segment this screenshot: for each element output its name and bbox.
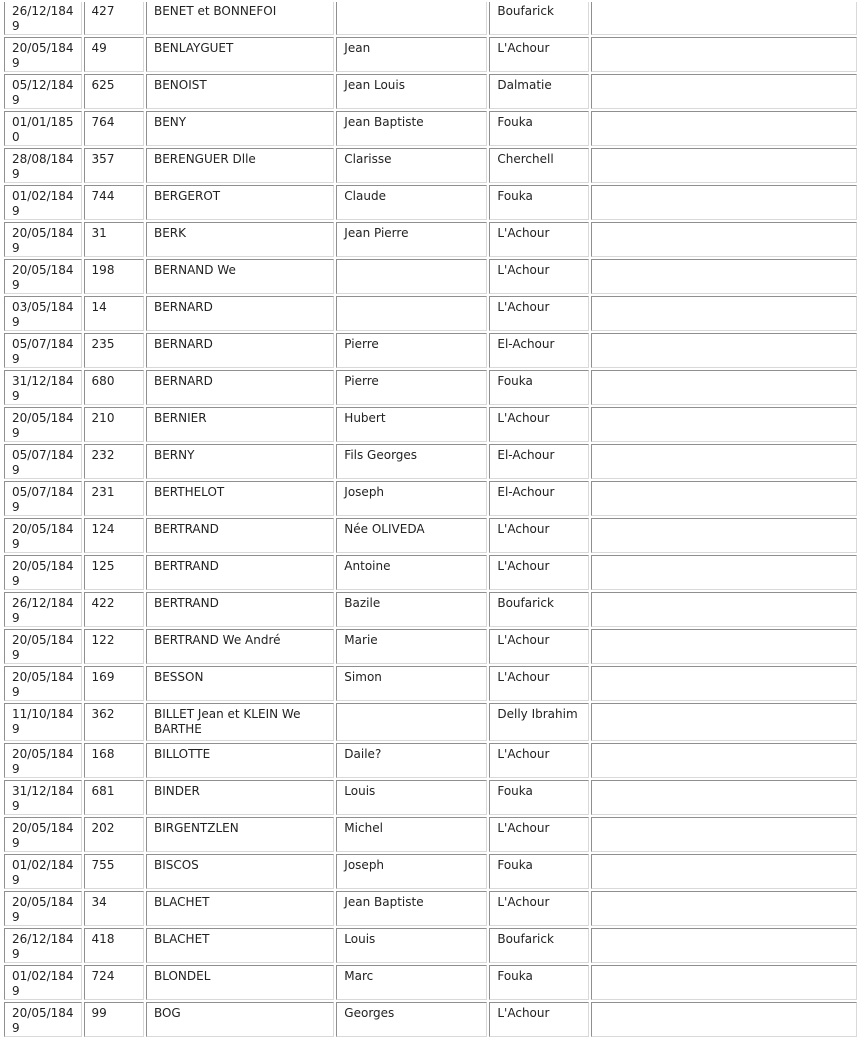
surname-cell: BINDER	[146, 780, 334, 815]
firstname-cell: Joseph	[336, 854, 487, 889]
firstname-cell: Daile?	[336, 743, 487, 778]
date-cell: 20/05/1849	[4, 518, 82, 553]
table-row	[4, 666, 857, 701]
surname-cell: BERNARD	[146, 296, 334, 331]
firstname-cell: Pierre	[336, 333, 487, 368]
surname-cell: BILLET Jean et KLEIN We BARTHE	[146, 703, 334, 741]
date-cell: 03/05/1849	[4, 296, 82, 331]
surname-cell: BILLOTTE	[146, 743, 334, 778]
notes-cell	[591, 259, 857, 294]
notes-cell	[591, 370, 857, 405]
number-cell: 755	[84, 854, 144, 889]
notes-cell	[591, 481, 857, 516]
place-cell: Fouka	[489, 370, 589, 405]
place-cell: Boufarick	[489, 592, 589, 627]
firstname-cell: Jean	[336, 37, 487, 72]
place-cell: Fouka	[489, 854, 589, 889]
firstname-cell: Pierre	[336, 370, 487, 405]
place-cell: El-Achour	[489, 333, 589, 368]
number-cell: 125	[84, 555, 144, 590]
surname-cell: BERTRAND	[146, 518, 334, 553]
firstname-cell: Jean Louis	[336, 74, 487, 109]
table-row	[4, 222, 857, 257]
date-cell: 01/02/1849	[4, 965, 82, 1000]
number-cell: 49	[84, 37, 144, 72]
date-cell: 05/07/1849	[4, 444, 82, 479]
notes-cell	[591, 928, 857, 963]
number-cell: 764	[84, 111, 144, 146]
surname-cell: BOG	[146, 1002, 334, 1037]
place-cell: Fouka	[489, 185, 589, 220]
surname-cell: BENET et BONNEFOI	[146, 2, 334, 35]
place-cell: Fouka	[489, 965, 589, 1000]
table-row	[4, 37, 857, 72]
notes-cell	[591, 2, 857, 35]
date-cell: 20/05/1849	[4, 555, 82, 590]
records-table	[2, 0, 859, 1039]
date-cell: 05/07/1849	[4, 333, 82, 368]
place-cell: El-Achour	[489, 444, 589, 479]
surname-cell: BERTRAND	[146, 592, 334, 627]
date-cell: 20/05/1849	[4, 407, 82, 442]
notes-cell	[591, 518, 857, 553]
date-cell: 01/02/1849	[4, 854, 82, 889]
number-cell: 14	[84, 296, 144, 331]
date-cell: 05/07/1849	[4, 481, 82, 516]
date-cell: 20/05/1849	[4, 629, 82, 664]
number-cell: 680	[84, 370, 144, 405]
table-row	[4, 259, 857, 294]
table-row	[4, 592, 857, 627]
firstname-cell	[336, 2, 487, 35]
surname-cell: BENLAYGUET	[146, 37, 334, 72]
firstname-cell: Jean Baptiste	[336, 111, 487, 146]
place-cell: L'Achour	[489, 222, 589, 257]
place-cell: L'Achour	[489, 629, 589, 664]
date-cell: 31/12/1849	[4, 370, 82, 405]
place-cell: L'Achour	[489, 666, 589, 701]
date-cell: 28/08/1849	[4, 148, 82, 183]
number-cell: 357	[84, 148, 144, 183]
firstname-cell: Antoine	[336, 555, 487, 590]
notes-cell	[591, 444, 857, 479]
firstname-cell: Clarisse	[336, 148, 487, 183]
place-cell: Fouka	[489, 111, 589, 146]
number-cell: 99	[84, 1002, 144, 1037]
place-cell: Fouka	[489, 780, 589, 815]
date-cell: 11/10/1849	[4, 703, 82, 741]
date-cell: 20/05/1849	[4, 817, 82, 852]
table-row	[4, 518, 857, 553]
surname-cell: BERENGUER Dlle	[146, 148, 334, 183]
table-row	[4, 1002, 857, 1037]
firstname-cell: Fils Georges	[336, 444, 487, 479]
place-cell: L'Achour	[489, 891, 589, 926]
number-cell: 681	[84, 780, 144, 815]
notes-cell	[591, 592, 857, 627]
date-cell: 20/05/1849	[4, 891, 82, 926]
number-cell: 124	[84, 518, 144, 553]
table-row	[4, 444, 857, 479]
firstname-cell: Louis	[336, 928, 487, 963]
date-cell: 20/05/1849	[4, 743, 82, 778]
notes-cell	[591, 111, 857, 146]
notes-cell	[591, 629, 857, 664]
table-row	[4, 817, 857, 852]
firstname-cell: Bazile	[336, 592, 487, 627]
firstname-cell: Marie	[336, 629, 487, 664]
surname-cell: BERNARD	[146, 370, 334, 405]
place-cell: L'Achour	[489, 817, 589, 852]
place-cell: Boufarick	[489, 928, 589, 963]
notes-cell	[591, 666, 857, 701]
place-cell: Dalmatie	[489, 74, 589, 109]
place-cell: L'Achour	[489, 1002, 589, 1037]
notes-cell	[591, 965, 857, 1000]
place-cell: L'Achour	[489, 296, 589, 331]
date-cell: 20/05/1849	[4, 666, 82, 701]
place-cell: L'Achour	[489, 555, 589, 590]
notes-cell	[591, 185, 857, 220]
number-cell: 744	[84, 185, 144, 220]
number-cell: 198	[84, 259, 144, 294]
number-cell: 232	[84, 444, 144, 479]
table-row	[4, 2, 857, 35]
number-cell: 724	[84, 965, 144, 1000]
records-table-body	[4, 2, 857, 1037]
surname-cell: BERGEROT	[146, 185, 334, 220]
notes-cell	[591, 296, 857, 331]
table-row	[4, 370, 857, 405]
date-cell: 20/05/1849	[4, 222, 82, 257]
table-row	[4, 965, 857, 1000]
notes-cell	[591, 891, 857, 926]
place-cell: L'Achour	[489, 743, 589, 778]
table-row	[4, 185, 857, 220]
date-cell: 20/05/1849	[4, 1002, 82, 1037]
date-cell: 26/12/1849	[4, 592, 82, 627]
notes-cell	[591, 37, 857, 72]
surname-cell: BESSON	[146, 666, 334, 701]
firstname-cell	[336, 296, 487, 331]
place-cell: Cherchell	[489, 148, 589, 183]
number-cell: 31	[84, 222, 144, 257]
number-cell: 235	[84, 333, 144, 368]
number-cell: 34	[84, 891, 144, 926]
date-cell: 26/12/1849	[4, 2, 82, 35]
notes-cell	[591, 333, 857, 368]
table-row	[4, 780, 857, 815]
table-row	[4, 743, 857, 778]
surname-cell: BISCOS	[146, 854, 334, 889]
number-cell: 168	[84, 743, 144, 778]
table-row	[4, 555, 857, 590]
notes-cell	[591, 74, 857, 109]
table-row	[4, 74, 857, 109]
firstname-cell: Née OLIVEDA	[336, 518, 487, 553]
number-cell: 625	[84, 74, 144, 109]
surname-cell: BERTRAND We André	[146, 629, 334, 664]
number-cell: 362	[84, 703, 144, 741]
firstname-cell: Michel	[336, 817, 487, 852]
surname-cell: BLACHET	[146, 928, 334, 963]
table-row	[4, 407, 857, 442]
number-cell: 122	[84, 629, 144, 664]
number-cell: 422	[84, 592, 144, 627]
number-cell: 210	[84, 407, 144, 442]
surname-cell: BERTRAND	[146, 555, 334, 590]
notes-cell	[591, 854, 857, 889]
place-cell: L'Achour	[489, 37, 589, 72]
records-table-container	[2, 0, 859, 1039]
notes-cell	[591, 555, 857, 590]
table-row	[4, 629, 857, 664]
date-cell: 31/12/1849	[4, 780, 82, 815]
firstname-cell: Louis	[336, 780, 487, 815]
place-cell: L'Achour	[489, 407, 589, 442]
surname-cell: BERNAND We	[146, 259, 334, 294]
surname-cell: BENOIST	[146, 74, 334, 109]
notes-cell	[591, 1002, 857, 1037]
surname-cell: BERNARD	[146, 333, 334, 368]
place-cell: El-Achour	[489, 481, 589, 516]
date-cell: 20/05/1849	[4, 259, 82, 294]
notes-cell	[591, 407, 857, 442]
firstname-cell: Hubert	[336, 407, 487, 442]
date-cell: 20/05/1849	[4, 37, 82, 72]
table-row	[4, 854, 857, 889]
firstname-cell: Jean Baptiste	[336, 891, 487, 926]
table-row	[4, 296, 857, 331]
table-row	[4, 148, 857, 183]
date-cell: 01/01/1850	[4, 111, 82, 146]
firstname-cell: Claude	[336, 185, 487, 220]
date-cell: 01/02/1849	[4, 185, 82, 220]
firstname-cell: Georges	[336, 1002, 487, 1037]
place-cell: Delly Ibrahim	[489, 703, 589, 741]
surname-cell: BIRGENTZLEN	[146, 817, 334, 852]
date-cell: 26/12/1849	[4, 928, 82, 963]
surname-cell: BERK	[146, 222, 334, 257]
notes-cell	[591, 817, 857, 852]
firstname-cell	[336, 259, 487, 294]
firstname-cell	[336, 703, 487, 741]
firstname-cell: Jean Pierre	[336, 222, 487, 257]
table-row	[4, 891, 857, 926]
table-row	[4, 333, 857, 368]
notes-cell	[591, 780, 857, 815]
surname-cell: BERTHELOT	[146, 481, 334, 516]
firstname-cell: Simon	[336, 666, 487, 701]
surname-cell: BLACHET	[146, 891, 334, 926]
notes-cell	[591, 703, 857, 741]
notes-cell	[591, 743, 857, 778]
place-cell: Boufarick	[489, 2, 589, 35]
table-row	[4, 481, 857, 516]
table-row	[4, 703, 857, 741]
number-cell: 231	[84, 481, 144, 516]
number-cell: 202	[84, 817, 144, 852]
firstname-cell: Joseph	[336, 481, 487, 516]
place-cell: L'Achour	[489, 259, 589, 294]
notes-cell	[591, 222, 857, 257]
surname-cell: BENY	[146, 111, 334, 146]
table-row	[4, 928, 857, 963]
place-cell: L'Achour	[489, 518, 589, 553]
surname-cell: BERNIER	[146, 407, 334, 442]
date-cell: 05/12/1849	[4, 74, 82, 109]
surname-cell: BLONDEL	[146, 965, 334, 1000]
number-cell: 169	[84, 666, 144, 701]
surname-cell: BERNY	[146, 444, 334, 479]
table-row	[4, 111, 857, 146]
firstname-cell: Marc	[336, 965, 487, 1000]
notes-cell	[591, 148, 857, 183]
number-cell: 427	[84, 2, 144, 35]
number-cell: 418	[84, 928, 144, 963]
